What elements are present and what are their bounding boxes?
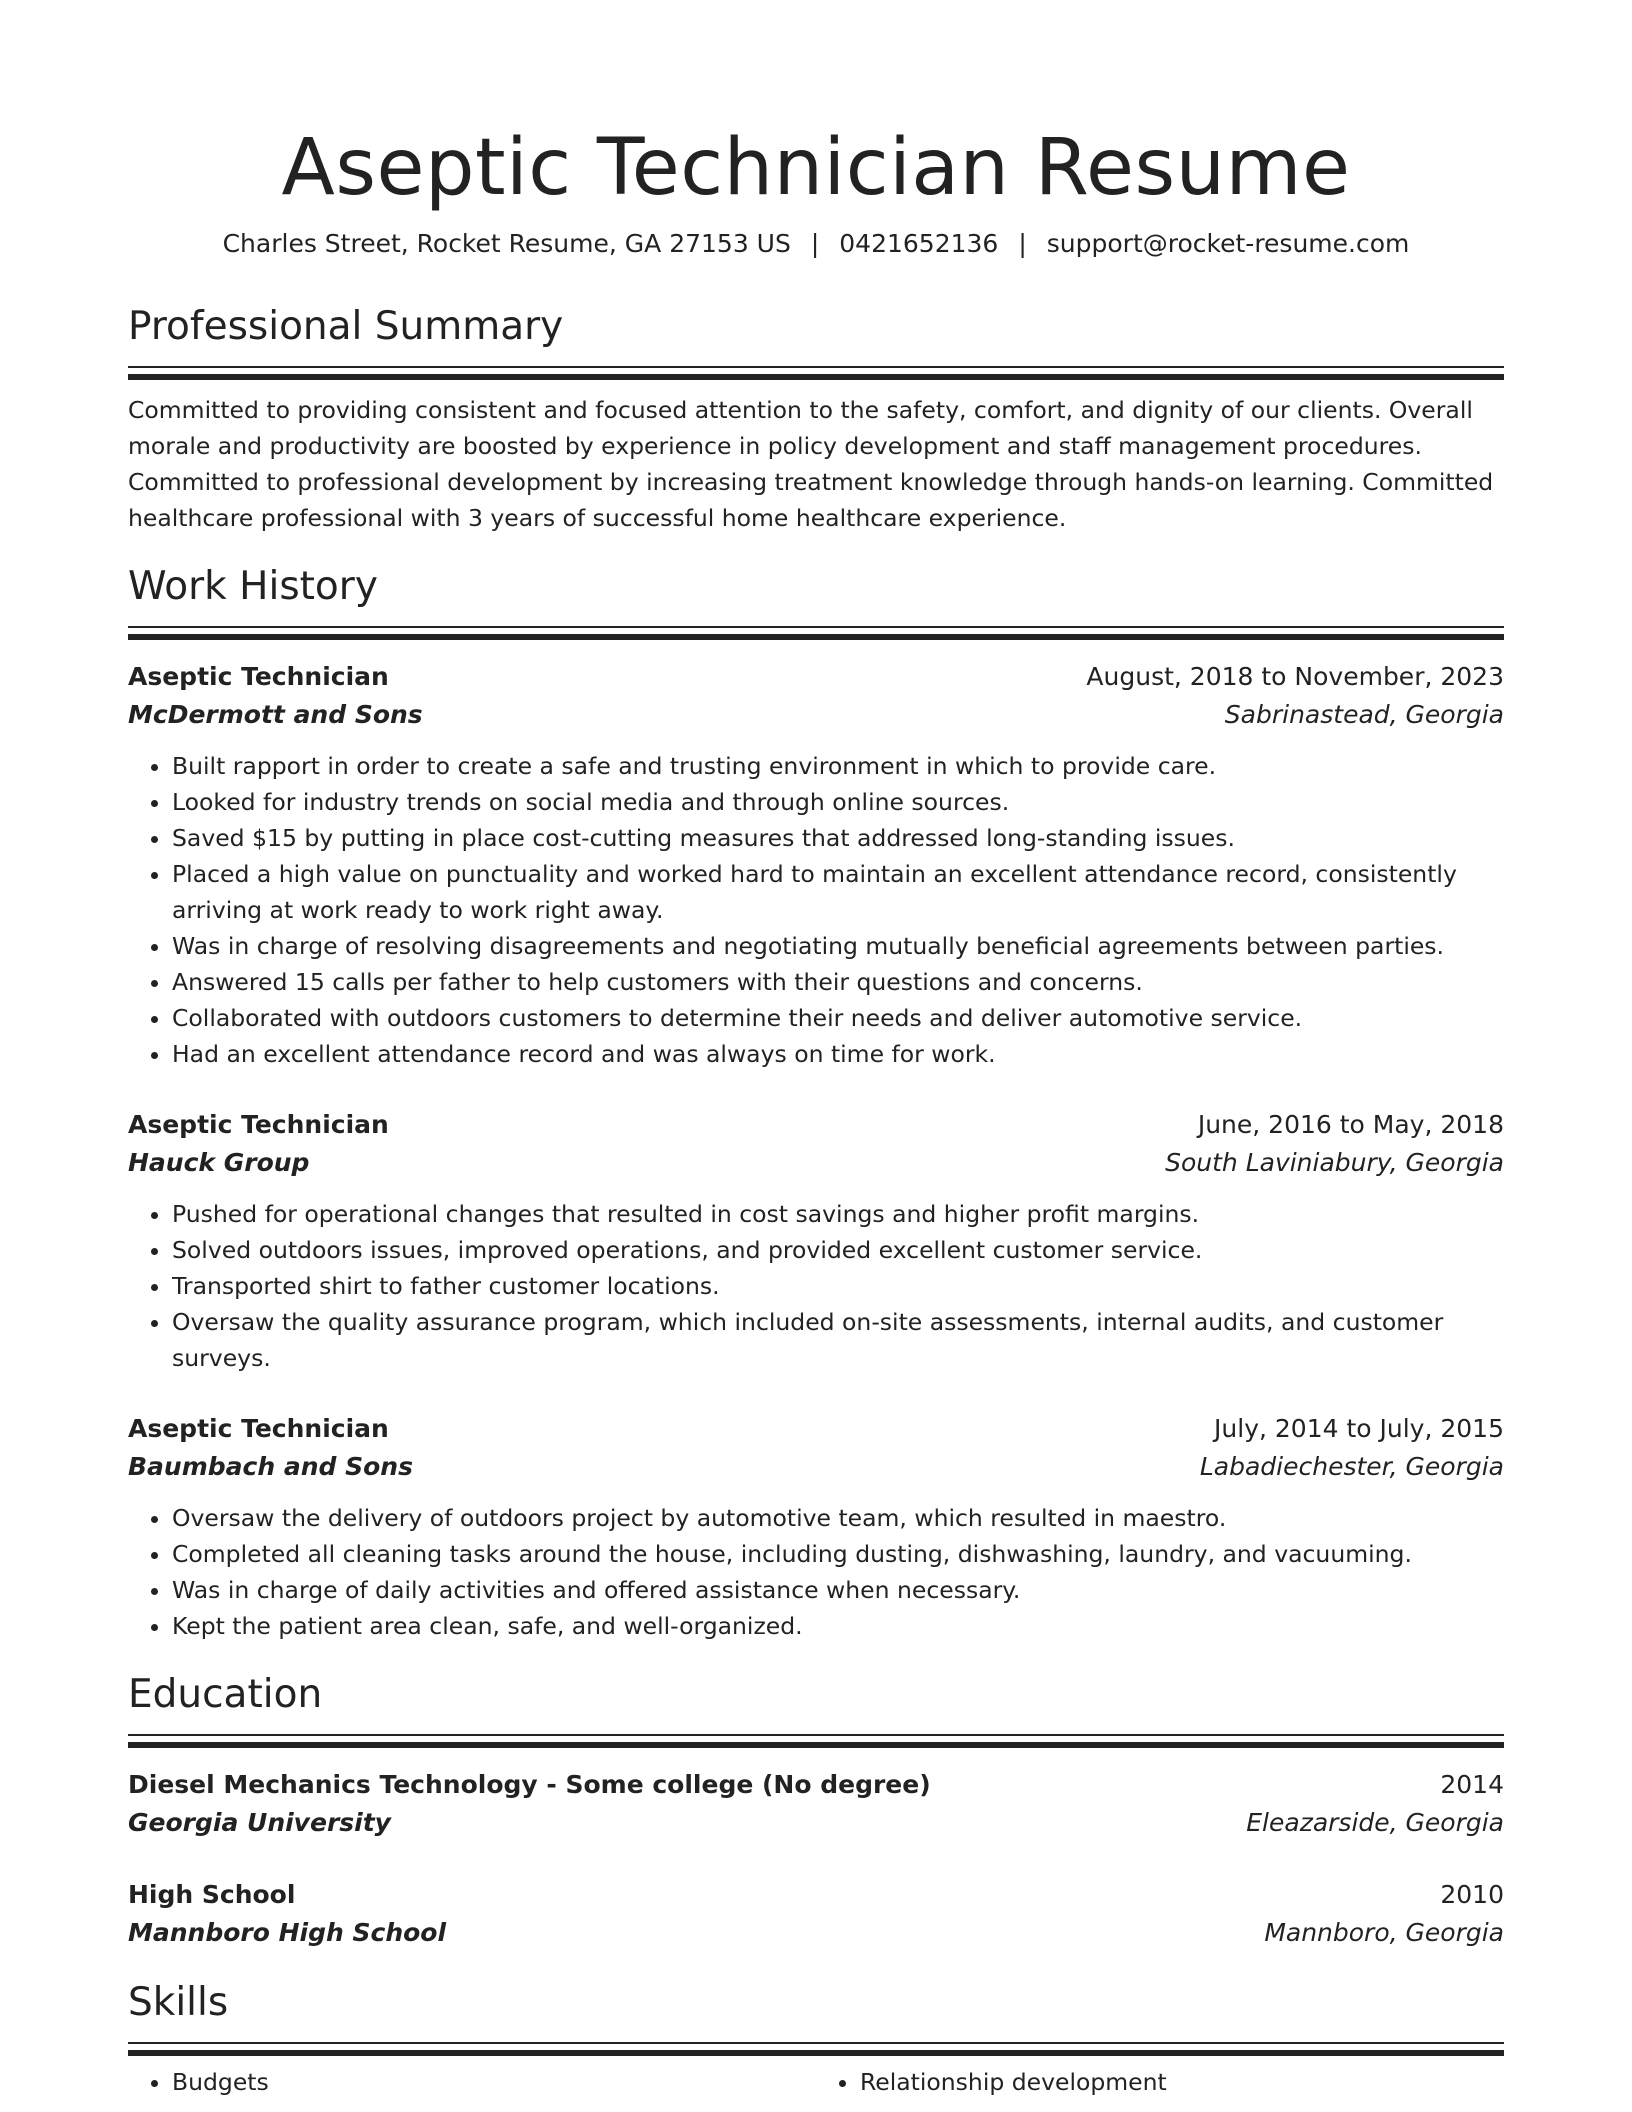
education-school: Mannboro High School — [128, 1918, 447, 1947]
job-bullet: • Pushed for operational changes that resulted in cost savings and higher profit margins. — [172, 1196, 1504, 1232]
job-entry — [128, 658, 1504, 1072]
education-year: 2010 — [1440, 1880, 1504, 1909]
job-bullet: • Was in charge of daily activities and offered assistance when necessary. — [172, 1572, 1504, 1608]
education-school: Georgia University — [128, 1808, 391, 1837]
contact-separator: | — [1018, 229, 1027, 258]
job-company: McDermott and Sons — [128, 700, 423, 729]
skills-left-column — [128, 2064, 816, 2100]
education-location: Eleazarside, Georgia — [1246, 1808, 1504, 1837]
job-entry — [128, 1106, 1504, 1376]
summary-section — [128, 302, 1504, 536]
section-divider — [128, 366, 1504, 380]
job-bullet: • Looked for industry trends on social media and through online sources. — [172, 784, 1504, 820]
education-year: 2014 — [1440, 1770, 1504, 1799]
job-bullet: • Answered 15 calls per father to help customers with their questions and concerns. — [172, 964, 1504, 1000]
education-degree: Diesel Mechanics Technology - Some college (No degree) — [128, 1770, 931, 1799]
job-bullet: • Collaborated with outdoors customers to determine their needs and deliver automotive service. — [172, 1000, 1504, 1036]
job-title: Aseptic Technician — [128, 662, 389, 691]
contact-line — [128, 226, 1504, 262]
job-bullet: • Was in charge of resolving disagreements and negotiating mutually beneficial agreements between parties. — [172, 928, 1504, 964]
contact-email: support@rocket-resume.com — [1046, 229, 1410, 258]
summary-heading: Professional Summary — [128, 304, 564, 349]
job-title: Aseptic Technician — [128, 1110, 389, 1139]
skill-item: • Budgets — [172, 2064, 816, 2100]
contact-separator: | — [810, 229, 820, 258]
job-bullet: • Completed all cleaning tasks around the house, including dusting, dishwashing, laundry, and vacuuming. — [172, 1536, 1504, 1572]
job-bullet: • Kept the patient area clean, safe, and well-organized. — [172, 1608, 1504, 1644]
education-heading: Education — [128, 1672, 323, 1717]
job-bullet: • Had an excellent attendance record and was always on time for work. — [172, 1036, 1504, 1072]
work-history-heading: Work History — [128, 564, 378, 609]
education-section — [128, 1670, 1504, 1952]
job-bullet: • Oversaw the delivery of outdoors project by automotive team, which resulted in maestro. — [172, 1500, 1504, 1536]
job-bullet: • Built rapport in order to create a safe and trusting environment in which to provide care. — [172, 748, 1504, 784]
job-bullet: • Transported shirt to father customer locations. — [172, 1268, 1504, 1304]
section-divider — [128, 1734, 1504, 1748]
resume-page — [128, 118, 1504, 2100]
education-entry — [128, 1766, 1504, 1842]
resume-title: Aseptic Technician Resume — [281, 123, 1351, 213]
contact-phone: 0421652136 — [839, 229, 999, 258]
job-dates: August, 2018 to November, 2023 — [1086, 662, 1504, 691]
education-entry — [128, 1876, 1504, 1952]
job-bullets — [128, 1196, 1504, 1376]
skills-heading: Skills — [128, 1980, 229, 2025]
job-company: Baumbach and Sons — [128, 1452, 413, 1481]
education-degree: High School — [128, 1880, 296, 1909]
education-location: Mannboro, Georgia — [1264, 1918, 1504, 1947]
contact-address: Charles Street, Rocket Resume, GA 27153 US — [222, 229, 791, 258]
job-bullets — [128, 1500, 1504, 1644]
job-bullet: • Placed a high value on punctuality and worked hard to maintain an excellent attendance record, consistently arriving at work ready to work right away. — [172, 856, 1504, 928]
skills-section — [128, 1978, 1504, 2100]
summary-text: Committed to providing consistent and focused attention to the safety, comfort, and dignity of our clients. Overall morale and productivity are boosted by experience in policy development and staff management procedures. Committed to professional development by increasing treatment knowledge through hands-on learning. Committed healthcare professional with 3 years of successful home healthcare experience. — [128, 396, 1494, 532]
job-bullet: • Oversaw the quality assurance program, which included on-site assessments, internal audits, and customer surveys. — [172, 1304, 1504, 1376]
section-divider — [128, 2042, 1504, 2056]
job-dates: June, 2016 to May, 2018 — [1197, 1110, 1504, 1139]
job-bullet: • Solved outdoors issues, improved operations, and provided excellent customer service. — [172, 1232, 1504, 1268]
skills-columns — [128, 2064, 1504, 2100]
job-location: South Laviniabury, Georgia — [1165, 1148, 1504, 1177]
work-history-section — [128, 562, 1504, 1644]
section-divider — [128, 626, 1504, 640]
skill-item: • Relationship development — [860, 2064, 1504, 2100]
job-entry — [128, 1410, 1504, 1644]
job-bullets — [128, 748, 1504, 1072]
skills-right-column — [816, 2064, 1504, 2100]
job-location: Sabrinastead, Georgia — [1224, 700, 1504, 729]
job-title: Aseptic Technician — [128, 1414, 389, 1443]
job-dates: July, 2014 to July, 2015 — [1214, 1414, 1504, 1443]
job-company: Hauck Group — [128, 1148, 310, 1177]
job-bullet: • Saved $15 by putting in place cost-cutting measures that addressed long-standing issues. — [172, 820, 1504, 856]
job-location: Labadiechester, Georgia — [1199, 1452, 1504, 1481]
